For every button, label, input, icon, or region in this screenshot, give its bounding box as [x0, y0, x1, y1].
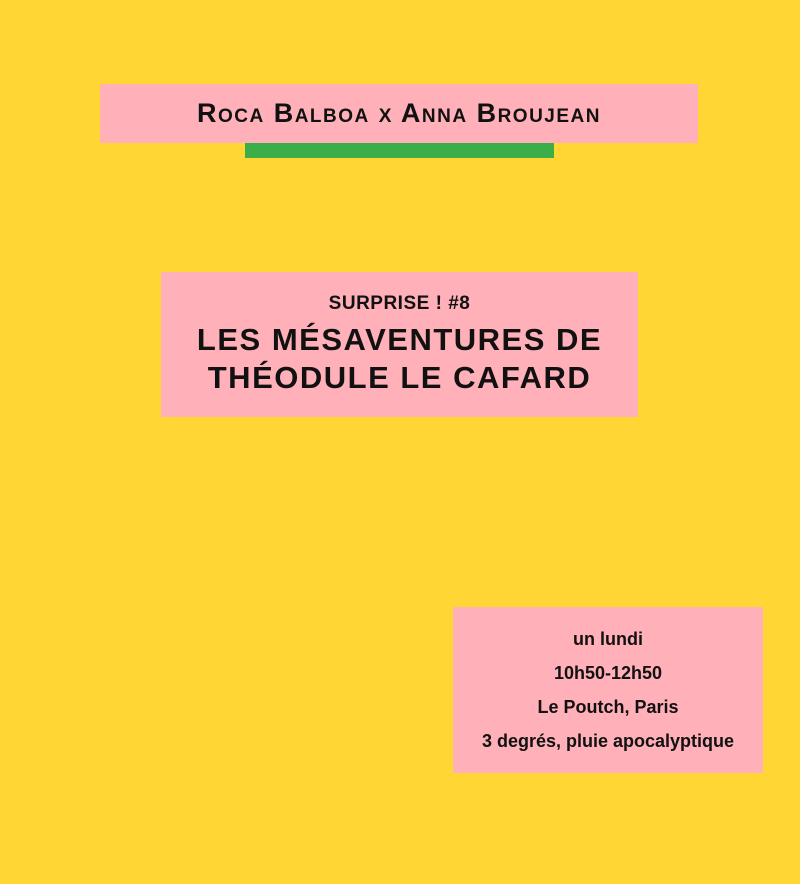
info-day: un lundi: [573, 629, 643, 649]
header-title: Roca Balboa x Anna Broujean: [196, 98, 601, 128]
accent-bar: [245, 143, 554, 158]
info-time: 10h50-12h50: [553, 663, 663, 683]
info-block: [453, 607, 763, 773]
title-line-1: LES MÉSAVENTURES DE: [196, 321, 603, 357]
info-place: Le Poutch, Paris: [537, 697, 679, 717]
info-weather: 3 degrés, pluie apocalyptique: [481, 731, 735, 751]
title-line-2: THÉODULE LE CAFARD: [207, 359, 592, 395]
title-kicker: SURPRISE ! #8: [328, 292, 471, 314]
header-banner: [100, 84, 698, 143]
title-block: [161, 272, 638, 417]
